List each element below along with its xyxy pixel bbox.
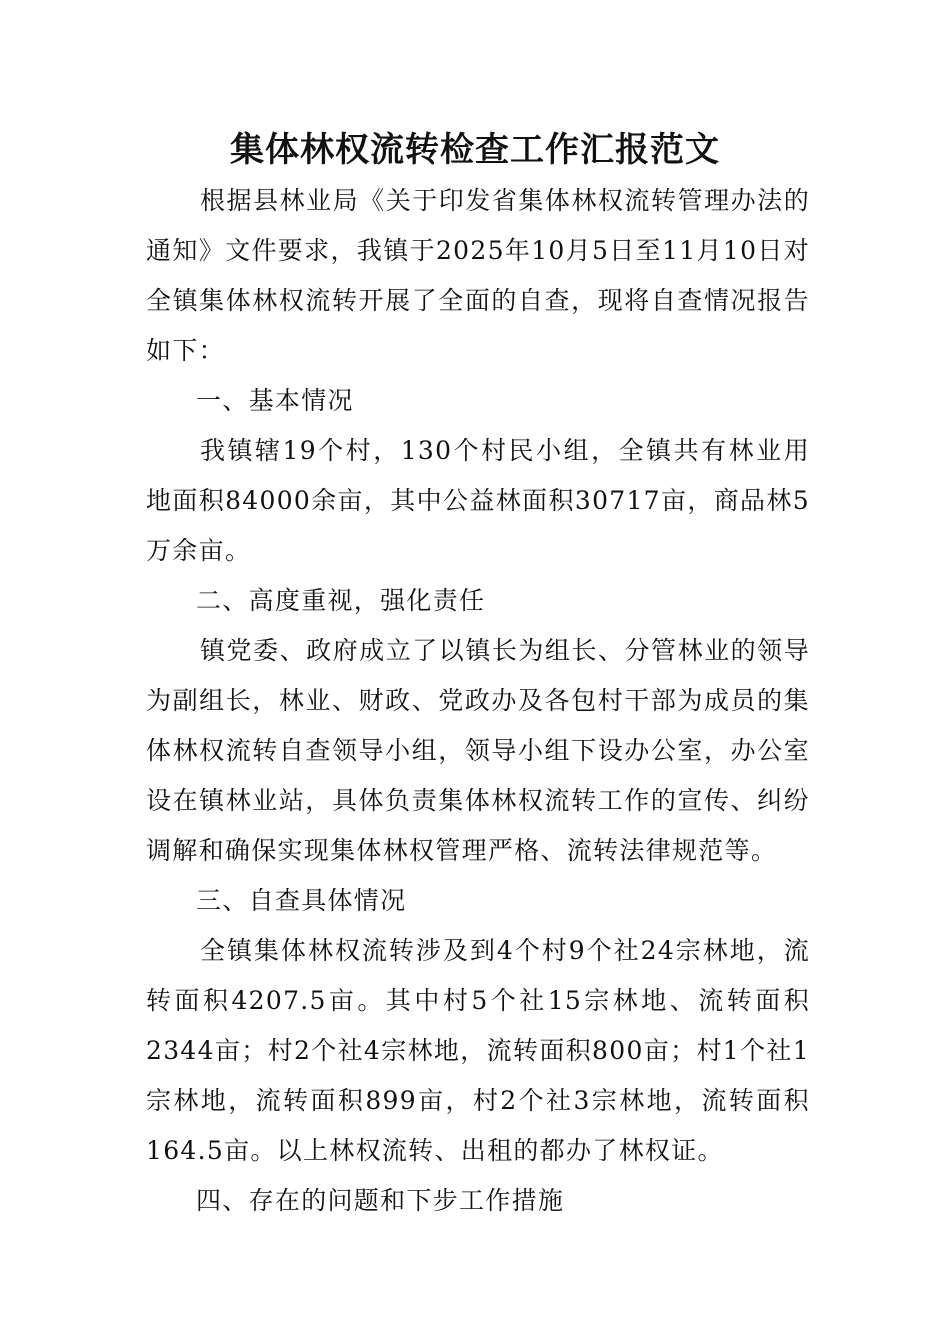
- paragraph-self-inspection: 全镇集体林权流转涉及到4个村9个社24宗林地，流转面积4207.5亩。其中村5个社15宗林地、流转面积2344亩；村2个社4宗林地，流转面积800亩；村1个社1宗林地，流转面积899亩，村2个社3宗林地，流转面积164.5亩。以上林权流转、出租的都办了林权证。: [146, 936, 810, 1165]
- section-heading-self-inspection: 三、自查具体情况: [196, 886, 407, 915]
- document-title: 集体林权流转检查工作汇报范文: [230, 130, 720, 170]
- section-heading-basic-situation: 一、基本情况: [196, 386, 354, 415]
- paragraph-intro: 根据县林业局《关于印发省集体林权流转管理办法的通知》文件要求，我镇于2025年10月5日至11月10日对全镇集体林权流转开展了全面的自查，现将自查情况报告如下：: [146, 186, 810, 365]
- section-heading-problems-measures: 四、存在的问题和下步工作措施: [196, 1186, 565, 1215]
- document-body: [146, 176, 810, 1226]
- section-heading-responsibility: 二、高度重视，强化责任: [196, 586, 486, 615]
- paragraph-basic-situation: 我镇辖19个村，130个村民小组，全镇共有林业用地面积84000余亩，其中公益林面积30717亩，商品林5万余亩。: [146, 436, 810, 565]
- paragraph-responsibility: 镇党委、政府成立了以镇长为组长、分管林业的领导为副组长，林业、财政、党政办及各包村干部为成员的集体林权流转自查领导小组，领导小组下设办公室，办公室设在镇林业站，具体负责集体林权流转工作的宣传、纠纷调解和确保实现集体林权管理严格、流转法律规范等。: [146, 636, 810, 865]
